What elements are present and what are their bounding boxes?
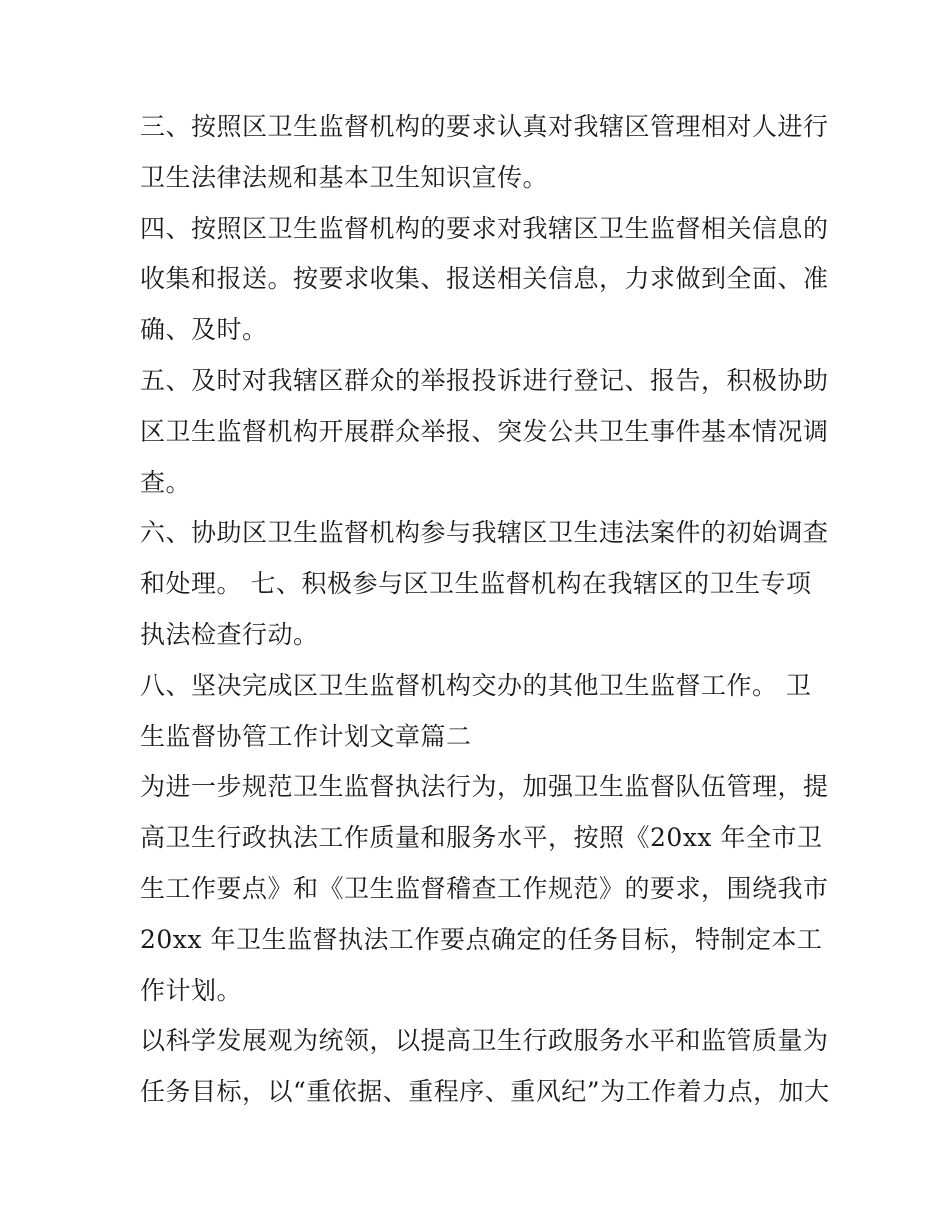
text-line: 区卫生监督机构开展群众举报、突发公共卫生事件基本情况调 <box>140 416 829 446</box>
text-line: 20xx 年卫生监督执法工作要点确定的任务目标，特制定本工 <box>140 924 823 954</box>
text-line: 四、按照区卫生监督机构的要求对我辖区卫生监督相关信息的 <box>140 213 829 243</box>
text-line: 任务目标，以“重依据、重程序、重风纪”为工作着力点，加大 <box>140 1077 830 1107</box>
text-line: 查。 <box>140 467 192 497</box>
text-line: 生监督协管工作计划文章篇二 <box>140 721 472 751</box>
text-line: 五、及时对我辖区群众的举报投诉进行登记、报告，积极协助 <box>140 365 829 395</box>
text-line: 生工作要点》和《卫生监督稽查工作规范》的要求，围绕我市 <box>140 873 829 903</box>
text-line: 和处理。 七、积极参与区卫生监督机构在我辖区的卫生专项 <box>140 569 812 599</box>
text-line: 为进一步规范卫生监督执法行为，加强卫生监督队伍管理，提 <box>140 772 829 802</box>
text-line: 六、协助区卫生监督机构参与我辖区卫生违法案件的初始调查 <box>140 518 829 548</box>
text-line: 确、及时。 <box>140 315 268 345</box>
document-body <box>140 102 830 1118</box>
text-line: 八、坚决完成区卫生监督机构交办的其他卫生监督工作。 卫 <box>140 670 812 700</box>
text-line: 执法检查行动。 <box>140 619 319 649</box>
text-line: 三、按照区卫生监督机构的要求认真对我辖区管理相对人进行 <box>140 112 829 141</box>
text-line: 以科学发展观为统领，以提高卫生行政服务水平和监管质量为 <box>140 1026 829 1056</box>
text-line: 卫生法律法规和基本卫生知识宣传。 <box>140 162 549 192</box>
text-line: 高卫生行政执法工作质量和服务水平，按照《20xx 年全市卫 <box>140 823 823 853</box>
text-line: 收集和报送。按要求收集、报送相关信息，力求做到全面、准 <box>140 264 829 294</box>
text-line: 作计划。 <box>140 975 243 1005</box>
